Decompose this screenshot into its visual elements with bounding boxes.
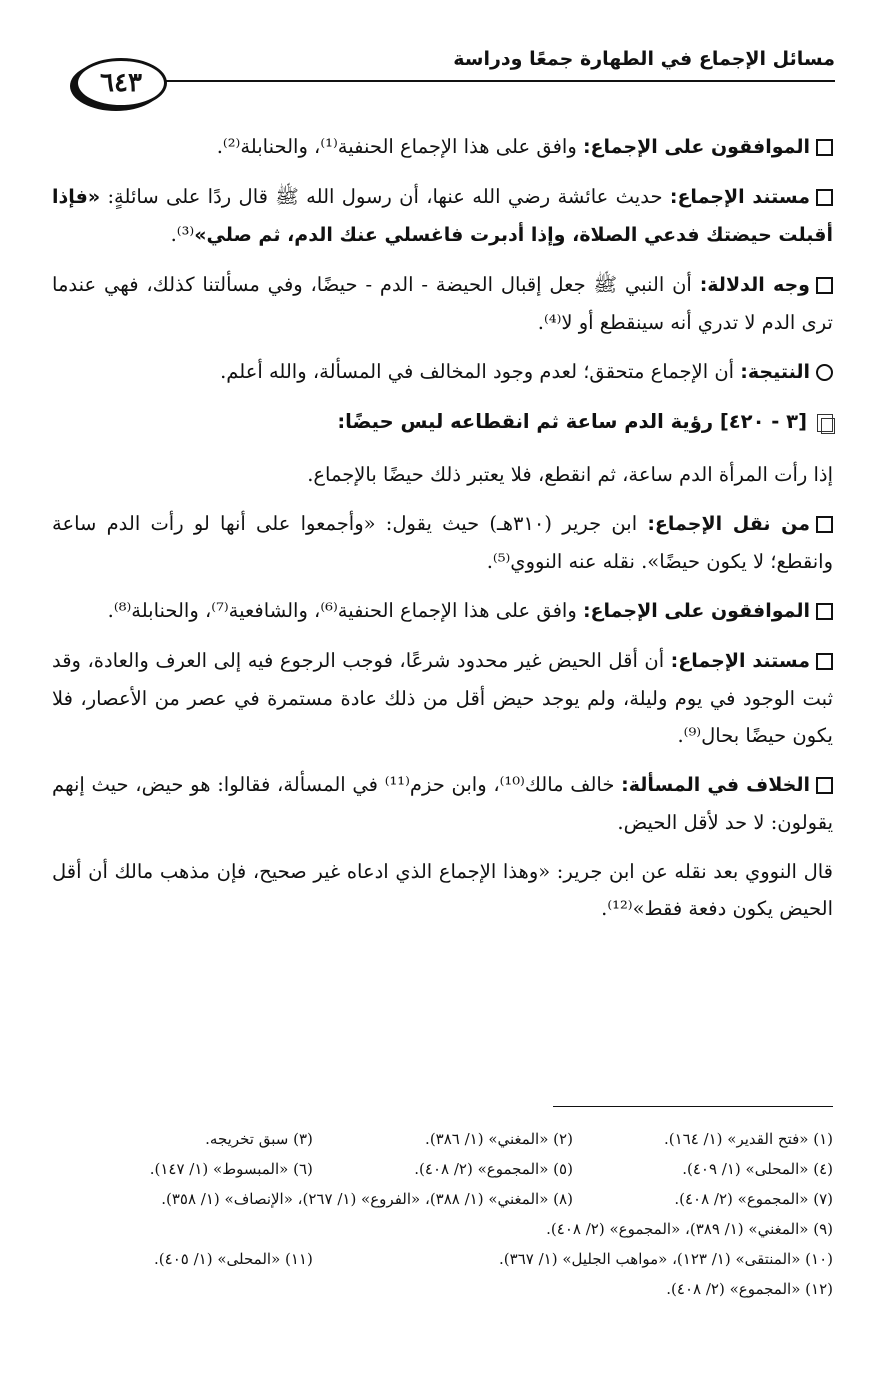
hadith-quote: «فإذا أقبلت حيضتك فدعي الصلاة، وإذا أدبرت فاغسلي عنك الدم، ثم صلي» [52, 186, 833, 246]
footnote-12: (١٢) «المجموع» (٢/ ٤٠٨). [666, 1280, 833, 1298]
footnote-6: (٦) «المبسوط» (١/ ١٤٧). [149, 1160, 313, 1178]
footnote-row [52, 1244, 833, 1274]
footnotes [52, 1124, 833, 1304]
paragraph-statement [52, 456, 833, 493]
text-basis-2: أن أقل الحيض غير محدود شرعًا، فوجب الرجوع فيه إلى العرف والعادة، وقد ثبت الوجود في يوم وليلة، ولم يوجد حيض أقل من ذلك عادة مستمرة في عصر من الأعصار، فلا يكون حيضًا بحال⁽⁹⁾. [52, 649, 833, 747]
paragraph-agreeing-2 [52, 592, 833, 630]
paragraph-result [52, 353, 833, 391]
square-bullet-icon [816, 603, 833, 620]
label-agreeing: الموافقون على الإجماع: [582, 136, 810, 158]
square-bullet-icon [816, 653, 833, 670]
square-bullet-icon [816, 189, 833, 206]
footnote-ref: ⁽³⁾. [170, 223, 195, 246]
header-rule [155, 80, 835, 82]
label-agreeing-2: الموافقون على الإجماع: [582, 600, 810, 622]
circle-bullet-icon [816, 364, 833, 381]
text-agreeing: وافق على هذا الإجماع الحنفية⁽¹⁾، والحنابلة⁽²⁾. [216, 135, 577, 158]
section-heading [52, 403, 833, 440]
footnote-2: (٢) «المغني» (١/ ٣٨٦). [425, 1130, 573, 1148]
paragraph-transmitter [52, 505, 833, 580]
square-bullet-icon [816, 139, 833, 156]
label-transmitter: من نقل الإجماع: [647, 513, 810, 535]
paragraph-agreeing-1 [52, 128, 833, 166]
footnote-row [52, 1154, 833, 1184]
text-transmitter: ابن جرير (٣١٠هـ) حيث يقول: «وأجمعوا على أنها لو رأت الدم ساعة وانقطع؛ لا يكون حيضًا». نقله عنه النووي⁽⁵⁾. [52, 512, 833, 573]
main-text [52, 128, 833, 939]
square-bullet-icon [816, 516, 833, 533]
footnote-row [52, 1124, 833, 1154]
footnote-9: (٩) «المغني» (١/ ٣٨٩)، «المجموع» (٢/ ٤٠٨). [546, 1220, 833, 1238]
paragraph-dispute [52, 766, 833, 841]
label-basis: مستند الإجماع: [669, 186, 810, 208]
label-basis-2: مستند الإجماع: [670, 650, 810, 672]
paragraph-basis-1 [52, 178, 833, 254]
text-result: أن الإجماع متحقق؛ لعدم وجود المخالف في المسألة، والله أعلم. [220, 360, 735, 383]
footnote-row [52, 1274, 833, 1304]
section-heading-text: [٣ - ٤٢٠] رؤية الدم ساعة ثم انقطاعه ليس حيضًا: [337, 410, 807, 433]
footnote-11: (١١) «المحلى» (١/ ٤٠٥). [154, 1250, 313, 1268]
footnote-7: (٧) «المجموع» (٢/ ٤٠٨). [674, 1190, 833, 1208]
footnote-8: (٨) «المغني» (١/ ٣٨٨)، «الفروع» (١/ ٢٦٧)، «الإنصاف» (١/ ٣٥٨). [161, 1190, 573, 1208]
running-title: مسائل الإجماع في الطهارة جمعًا ودراسة [453, 48, 835, 70]
page-number: ٦٤٣ [100, 68, 142, 98]
paragraph-basis-2 [52, 642, 833, 754]
text-dispute: خالف مالك⁽¹⁰⁾، وابن حزم⁽¹¹⁾ في المسألة، فقالوا: هو حيض، حيث إنهم يقولون: لا حد لأقل الحيض. [52, 773, 833, 834]
text-statement: إذا رأت المرأة الدم ساعة، ثم انقطع، فلا يعتبر ذلك حيضًا بالإجماع. [307, 463, 833, 486]
text-basis: حديث عائشة رضي الله عنها، أن رسول الله ﷺ قال ردًا على سائلةٍ: [107, 185, 663, 208]
footnote-row [52, 1214, 833, 1244]
footnote-separator [553, 1106, 833, 1107]
footnote-1: (١) «فتح القدير» (١/ ١٦٤). [663, 1130, 833, 1148]
paragraph-evidence [52, 266, 833, 341]
paragraph-nawawi [52, 853, 833, 927]
page-number-badge [75, 58, 167, 108]
text-nawawi: قال النووي بعد نقله عن ابن جرير: «وهذا الإجماع الذي ادعاه غير صحيح، فإن مذهب مالك أن أقل الحيض يكون دفعة فقط»⁽¹²⁾. [52, 860, 833, 920]
square-bullet-icon [816, 777, 833, 794]
footnote-row [52, 1184, 833, 1214]
footnote-5: (٥) «المجموع» (٢/ ٤٠٨). [414, 1160, 573, 1178]
label-result: النتيجة: [740, 361, 810, 383]
page-header [60, 48, 835, 106]
document-icon [817, 414, 833, 432]
footnote-3: (٣) سبق تخريجه. [205, 1130, 313, 1148]
label-dispute: الخلاف في المسألة: [621, 774, 811, 796]
square-bullet-icon [816, 277, 833, 294]
label-evidence: وجه الدلالة: [699, 274, 810, 296]
footnote-10: (١٠) «المنتقى» (١/ ١٢٣)، «مواهب الجليل» (١/ ٣٦٧). [499, 1250, 833, 1268]
footnote-4: (٤) «المحلى» (١/ ٤٠٩). [682, 1160, 833, 1178]
text-evidence: أن النبي ﷺ جعل إقبال الحيضة - الدم - حيضًا، وفي مسألتنا كذلك، فهي عندما ترى الدم لا تدري أنه سينقطع أو لا⁽⁴⁾. [52, 273, 833, 334]
text-agreeing-2: وافق على هذا الإجماع الحنفية⁽⁶⁾، والشافعية⁽⁷⁾، والحنابلة⁽⁸⁾. [107, 599, 577, 622]
